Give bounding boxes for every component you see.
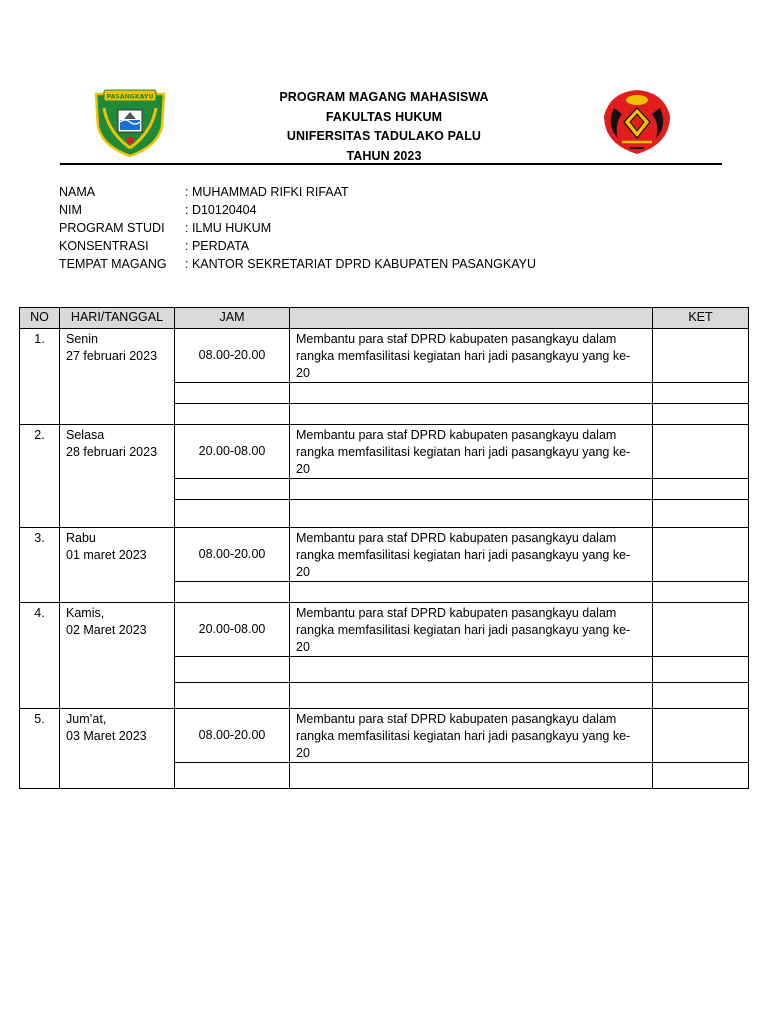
info-row-nim (59, 201, 536, 219)
activity-cell (290, 603, 653, 657)
activity-line: rangka memfasilitasi kegiatan hari jadi pasangkayu yang ke- (296, 729, 631, 743)
empty-cell (175, 404, 290, 425)
activity-cell (290, 528, 653, 582)
info-label: NAMA (59, 185, 96, 199)
empty-cell (175, 657, 290, 683)
title-line-faculty: FAKULTAS HUKUM (325, 109, 443, 124)
time-range: 08.00-20.00 (175, 528, 290, 582)
header-divider (60, 163, 722, 165)
date-text: 01 maret 2023 (66, 548, 147, 562)
empty-cell (175, 383, 290, 404)
day-date-cell (60, 425, 175, 528)
activity-line: Membantu para staf DPRD kabupaten pasangkayu dalam (296, 428, 617, 442)
activity-line: Membantu para staf DPRD kabupaten pasangkayu dalam (296, 531, 617, 545)
activity-table (19, 307, 749, 789)
ket-cell (653, 425, 749, 479)
header-ket: KET (653, 308, 749, 329)
date-text: 28 februari 2023 (66, 445, 158, 459)
empty-cell (175, 479, 290, 500)
day-date-cell (60, 329, 175, 425)
row-number: 5. (20, 709, 60, 789)
left-logo-text: PASANGKAYU (106, 93, 154, 101)
time-range: 08.00-20.00 (175, 709, 290, 763)
empty-cell (175, 763, 290, 789)
info-label: NIM (59, 203, 82, 217)
empty-cell (290, 582, 653, 603)
table-row (20, 709, 749, 763)
row-number: 1. (20, 329, 60, 425)
activity-line: rangka memfasilitasi kegiatan hari jadi pasangkayu yang ke- (296, 548, 631, 562)
info-label: PROGRAM STUDI (59, 221, 165, 235)
activity-line: 20 (296, 746, 310, 760)
empty-cell (653, 763, 749, 789)
activity-line: Membantu para staf DPRD kabupaten pasangkayu dalam (296, 606, 617, 620)
time-range: 20.00-08.00 (175, 603, 290, 657)
info-row-tempat-magang (59, 255, 536, 273)
table-row (20, 528, 749, 582)
table-row (20, 425, 749, 479)
empty-cell (290, 657, 653, 683)
activity-line: rangka memfasilitasi kegiatan hari jadi pasangkayu yang ke- (296, 623, 631, 637)
student-info (59, 183, 536, 273)
empty-cell (290, 763, 653, 789)
day-name: Senin (66, 332, 98, 346)
ket-cell (653, 709, 749, 763)
day-date-cell (60, 603, 175, 709)
info-row-nama (59, 183, 536, 201)
date-text: 27 februari 2023 (66, 349, 158, 363)
activity-line: rangka memfasilitasi kegiatan hari jadi pasangkayu yang ke- (296, 349, 631, 363)
empty-cell (290, 404, 653, 425)
info-row-program-studi (59, 219, 536, 237)
empty-cell (175, 582, 290, 603)
activity-line: Membantu para staf DPRD kabupaten pasangkayu dalam (296, 712, 617, 726)
title-line-university: UNIFERSITAS TADULAKO PALU (286, 129, 482, 143)
empty-cell (175, 500, 290, 528)
info-row-konsentrasi (59, 237, 536, 255)
activity-cell (290, 329, 653, 383)
day-date-cell (60, 709, 175, 789)
empty-cell (290, 383, 653, 404)
title-line-year: TAHUN 2023 (346, 148, 422, 163)
empty-cell (653, 657, 749, 683)
activity-cell (290, 425, 653, 479)
activity-line: 20 (296, 462, 310, 476)
activity-line: 20 (296, 640, 310, 654)
table-header-row (20, 308, 749, 329)
activity-line: 20 (296, 366, 310, 380)
activity-line: 20 (296, 565, 310, 579)
info-value: : KANTOR SEKRETARIAT DPRD KABUPATEN PASANGKAYU (185, 257, 537, 271)
empty-cell (290, 479, 653, 500)
empty-cell (175, 683, 290, 709)
empty-cell (290, 500, 653, 528)
row-number: 4. (20, 603, 60, 709)
tadulako-emblem-icon (600, 86, 674, 158)
activity-cell (290, 709, 653, 763)
empty-cell (653, 683, 749, 709)
info-label: TEMPAT MAGANG (59, 257, 167, 271)
info-value: : PERDATA (185, 239, 250, 253)
day-date-cell (60, 528, 175, 603)
day-name: Jum’at, (66, 712, 107, 726)
empty-cell (653, 500, 749, 528)
info-value: : D10120404 (185, 203, 257, 217)
header-no: NO (20, 308, 60, 329)
time-range: 08.00-20.00 (175, 329, 290, 383)
day-name: Rabu (66, 531, 96, 545)
info-value: : MUHAMMAD RIFKI RIFAAT (185, 185, 349, 199)
day-name: Kamis, (66, 606, 105, 620)
ket-cell (653, 603, 749, 657)
table-row (20, 603, 749, 657)
empty-cell (653, 479, 749, 500)
activity-line: Membantu para staf DPRD kabupaten pasangkayu dalam (296, 332, 617, 346)
table-row (20, 329, 749, 383)
row-number: 2. (20, 425, 60, 528)
header-jam: JAM (175, 308, 290, 329)
info-label: KONSENTRASI (59, 239, 149, 253)
row-number: 3. (20, 528, 60, 603)
ket-cell (653, 329, 749, 383)
date-text: 03 Maret 2023 (66, 729, 147, 743)
empty-cell (653, 404, 749, 425)
date-text: 02 Maret 2023 (66, 623, 147, 637)
header-kegiatan (290, 308, 653, 329)
empty-cell (290, 683, 653, 709)
empty-cell (653, 383, 749, 404)
pasangkayu-emblem-icon (90, 86, 170, 158)
document-title (234, 88, 534, 166)
ket-cell (653, 528, 749, 582)
header-hari-tanggal: HARI/TANGGAL (60, 308, 175, 329)
day-name: Selasa (66, 428, 105, 442)
title-line-program: PROGRAM MAGANG MAHASISWA (279, 90, 489, 104)
empty-cell (653, 582, 749, 603)
activity-line: rangka memfasilitasi kegiatan hari jadi pasangkayu yang ke- (296, 445, 631, 459)
info-value: : ILMU HUKUM (185, 221, 272, 235)
time-range: 20.00-08.00 (175, 425, 290, 479)
